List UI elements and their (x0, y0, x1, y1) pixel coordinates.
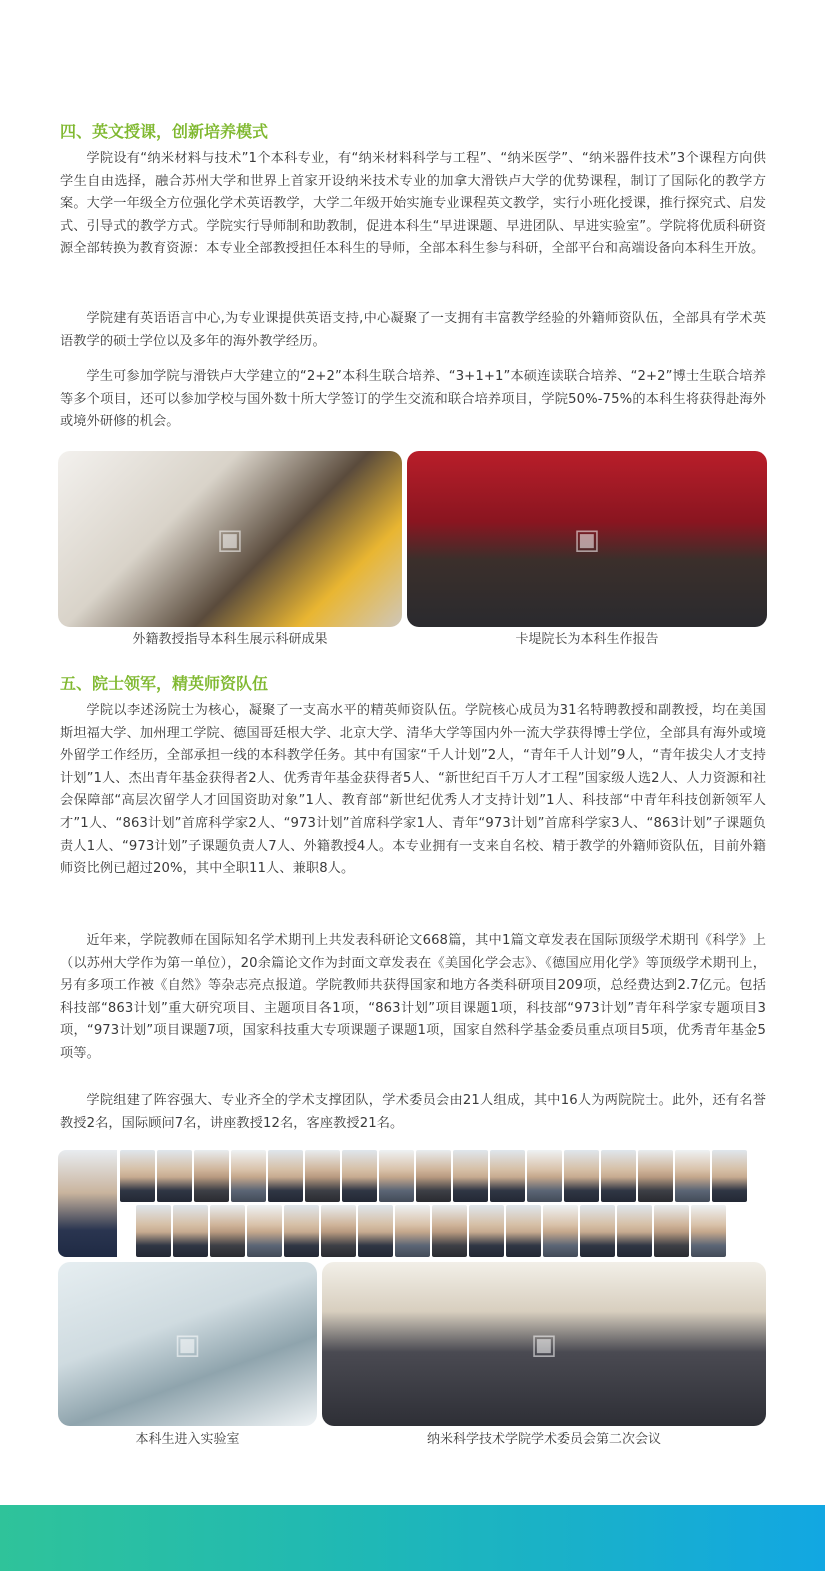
faculty-headshot (210, 1205, 245, 1257)
faculty-headshot (654, 1205, 689, 1257)
faculty-headshots-row-2 (136, 1205, 726, 1257)
faculty-headshot (321, 1205, 356, 1257)
faculty-headshot (527, 1150, 562, 1202)
faculty-headshot (358, 1205, 393, 1257)
photo-foreign-professor-guiding-students (58, 451, 402, 627)
section5-paragraph-3: 学院组建了阵容强大、专业齐全的学术支撑团队，学术委员会由21人组成，其中16人为两院院士。此外，还有名誉教授2名，国际顾问7名，讲座教授12名，客座教授21名。 (60, 1093, 766, 1131)
faculty-headshot (305, 1150, 340, 1202)
photo-students-in-lab (58, 1262, 317, 1426)
faculty-headshot (564, 1150, 599, 1202)
section5-paragraph-1: 学院以李述汤院士为核心，凝聚了一支高水平的精英师资队伍。学院核心成员为31名特聘教授和副教授，均在美国斯坦福大学、加州理工学院、德国哥廷根大学、北京大学、清华大学等国内外一流大学获得博士学位，全部具有海外或境外留学工作经历，全部承担一线的本科教学任务。其中有国家“千人计划”2人，“青年千人计划”9人，“青年拔尖人才支持计划”1人、杰出青年基金获得者2人、优秀青年基金获得者5人、“新世纪百千万人才工程”国家级人选2人、人力资源和社会保障部“高层次留学人才回国资助对象”1人、教育部“新世纪优秀人才支持计划”1人、科技部“中青年科技创新领军人才”1人、“863计划”首席科学家2人、“973计划”首席科学家1人、青年“973计划”首席科学家3人、“863计划”子课题负责人1人、“973计划”子课题负责人7人、外籍教授4人。本专业拥有一支来自名校、精于教学的外籍师资队伍，目前外籍师资比例已超过20%，其中全职11人、兼职8人。 (60, 703, 766, 877)
faculty-headshot (136, 1205, 171, 1257)
section4-paragraph-1: 学院设有“纳米材料与技术”1个本科专业，有“纳米材料科学与工程”、“纳米医学”、“纳米器件技术”3个课程方向供学生自由选择，融合苏州大学和世界上首家开设纳米技术专业的加拿大滑铁卢大学的优势课程，制订了国际化的教学方案。大学一年级全方位强化学术英语教学，大学二年级开始实施专业课程英文教学，实行小班化授课，推行探究式、启发式、引导式的教学方式。学院实行导师制和助教制，促进本科生“早进课题、早进团队、早进实验室”。学院将优质科研资源全部转换为教育资源：本专业全部教授担任本科生的导师，全部本科生参与科研，全部平台和高端设备向本科生开放。 (60, 151, 766, 257)
academician-portrait (58, 1150, 117, 1257)
faculty-headshot (453, 1150, 488, 1202)
faculty-headshot (691, 1205, 726, 1257)
faculty-headshot (490, 1150, 525, 1202)
faculty-headshot (432, 1205, 467, 1257)
faculty-headshot (416, 1150, 451, 1202)
photo-icon: ▣ (216, 522, 244, 556)
section5-heading: 五、院士领军，精英师资队伍 (60, 674, 269, 693)
faculty-headshot (194, 1150, 229, 1202)
caption-photo-3: 本科生进入实验室 (135, 1432, 240, 1447)
faculty-headshot (675, 1150, 710, 1202)
faculty-headshot (469, 1205, 504, 1257)
photo-icon: ▣ (530, 1327, 558, 1361)
photo-academic-committee-meeting (322, 1262, 766, 1426)
faculty-headshot (601, 1150, 636, 1202)
faculty-headshot (580, 1205, 615, 1257)
faculty-headshot (617, 1205, 652, 1257)
section4-heading: 四、英文授课，创新培养模式 (60, 122, 269, 141)
photo-icon: ▣ (174, 1327, 201, 1361)
footer-gradient-bar (0, 1505, 825, 1571)
caption-photo-1: 外籍教授指导本科生展示科研成果 (132, 632, 328, 647)
photo-icon: ▣ (573, 522, 601, 556)
faculty-headshot (638, 1150, 673, 1202)
faculty-headshot (247, 1205, 282, 1257)
faculty-headshot (395, 1205, 430, 1257)
faculty-headshot (379, 1150, 414, 1202)
faculty-headshot (173, 1205, 208, 1257)
section5-paragraph-2: 近年来，学院教师在国际知名学术期刊上共发表科研论文668篇，其中1篇文章发表在国际顶级学术期刊《科学》上（以苏州大学作为第一单位），20余篇论文作为封面文章发表在《美国化学会志》、《德国应用化学》等顶级学术期刊上，另有多项工作被《自然》等杂志亮点报道。学院教师共获得国家和地方各类科研项目209项，总经费达到2.7亿元。包括科技部“863计划”重大研究项目、主题项目各1项，“863计划”项目课题1项，科技部“973计划”青年科学家专题项目3项，“973计划”项目课题7项，国家科技重大专项课题子课题1项，国家自然科学基金委员重点项目5项，优秀青年基金5项等。 (60, 933, 766, 1061)
faculty-headshot (231, 1150, 266, 1202)
faculty-headshot (157, 1150, 192, 1202)
faculty-headshot (342, 1150, 377, 1202)
faculty-headshot (543, 1205, 578, 1257)
faculty-headshot (120, 1150, 155, 1202)
faculty-headshot (268, 1150, 303, 1202)
faculty-headshot (712, 1150, 747, 1202)
caption-photo-2: 卡堤院长为本科生作报告 (515, 632, 659, 647)
caption-photo-4: 纳米科学技术学院学术委员会第二次会议 (426, 1432, 661, 1447)
faculty-headshot (284, 1205, 319, 1257)
faculty-headshots-row-1 (120, 1150, 747, 1202)
photo-dean-lecture (407, 451, 767, 627)
section4-paragraph-3: 学生可参加学院与滑铁卢大学建立的“2+2”本科生联合培养、“3+1+1”本硕连读联合培养、“2+2”博士生联合培养等多个项目，还可以参加学校与国外数十所大学签订的学生交流和联合培养项目，学院50%-75%的本科生将获得赴海外或境外研修的机会。 (60, 369, 766, 430)
section4-paragraph-2: 学院建有英语语言中心,为专业课提供英语支持,中心凝聚了一支拥有丰富教学经验的外籍师资队伍，全部具有学术英语教学的硕士学位以及多年的海外教学经历。 (60, 311, 766, 349)
faculty-headshot (506, 1205, 541, 1257)
